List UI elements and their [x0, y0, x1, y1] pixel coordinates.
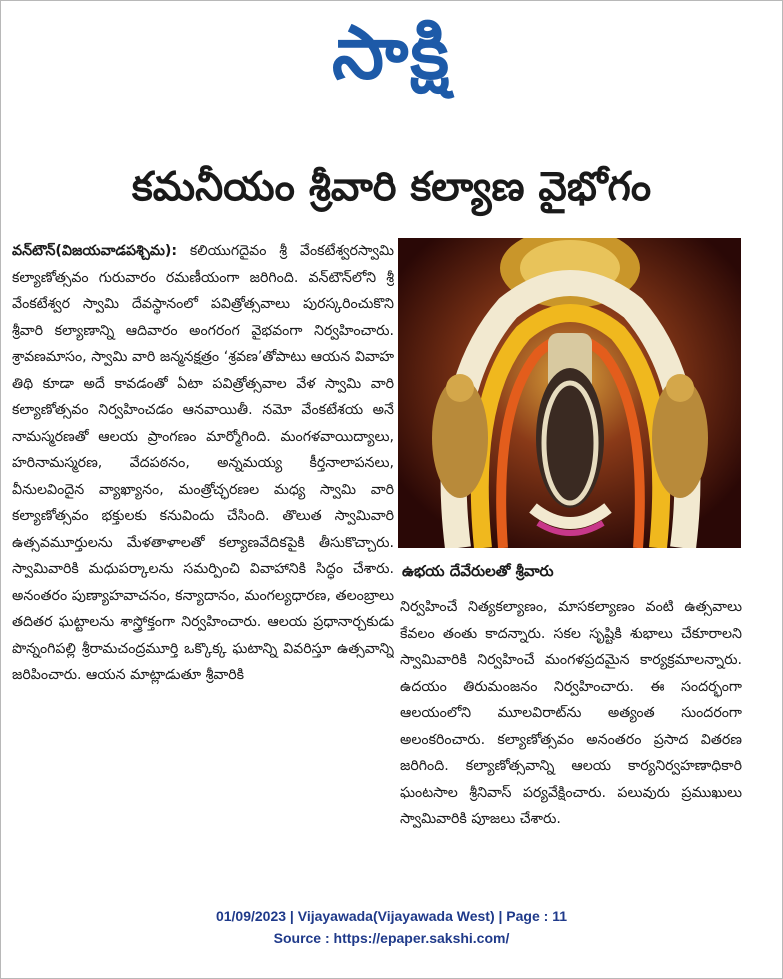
article-dateline: వన్‌టౌన్‌(విజయవాడపశ్చిమ): [12, 243, 178, 259]
article-body-right-column: నిర్వహించే నిత్యకల్యాణం, మాసకల్యాణం వంటి ఉత్సవాలు కేవలం తంతు కాదన్నారు. సకల సృష్టికి శుభాలు చేకూరాలని స్వామివారికి నిర్వహించే మంగళప్రదమైన కార్యక్రమాలన్నారు. ఉదయం తిరుమంజనం నిర్వహించారు. ఈ సందర్భంగా ఆలయంలోని మూలవిరాట్‌ను అత్యంత సుందరంగా అలంకరించారు. కల్యాణోత్సవం అనంతరం ప్రసాద వితరణ జరిగింది. కల్యాణోత్సవాన్ని ఆలయ కార్యనిర్వహణాధికారి ఘంటసాల శ్రీనివాస్‌ పర్యవేక్షించారు. పలువురు ప్రముఖులు స్వామివారికి పూజలు చేశారు. [400, 599, 742, 827]
edition-info: 01/09/2023 | Vijayawada(Vijayawada West) | Page : 11 [215, 908, 568, 924]
deity-photo-illustration [398, 238, 741, 548]
article-body-left-text: కలియుగదైవం శ్రీ వేంకటేశ్వరస్వామి కల్యాణోత్సవం గురువారం రమణీయంగా జరిగింది. వన్‌టౌన్‌లోని శ్రీ వేంకటేశ్వర స్వామి దేవస్థానంలో పవిత్రోత్సవాలు పురస్కరించుకొని శ్రీవారి కల్యాణాన్ని ఆదివారం అంగరంగ వైభవంగా నిర్వహించారు. శ్రావణమాసం, స్వామి వారి జన్మనక్షత్రం ‘శ్రవణ’తోపాటు ఆయన వివాహ తిథి కూడా అదే కావడంతో ఏటా పవిత్రోత్సవాల వేళ స్వామి వారి కల్యాణోత్సవం నిర్వహించడం ఆనవాయితీ. నమో వేంకటేశయ అనే నామస్మరణతో ఆలయ ప్రాంగణం మార్మోగింది. మంగళవాయిద్యాలు, హరినామస్మరణ, వేదపఠనం, అన్నమయ్య కీర్తనాలాపనలు, వీనులవిందైన వ్యాఖ్యానం, మంత్రోచ్ఛరణల మధ్య స్వామి వారి కల్యాణోత్సవం భక్తులకు కనువిందు చేసింది. తొలుత స్వామివారి ఉత్సవమూర్తులను మేళతాళాలతో కల్యాణవేదికపైకి తీసుకొచ్చారు. స్వామివారికి మధుపర్కాలను సమర్పించి వివాహానికి సిద్ధం చేశారు. అనంతరం పుణ్యాహవాచనం, కన్యాదానం, మంగల్యధారణ, తలంబ్రాలు తదితర ఘట్టాలను శాస్త్రోక్తంగా నిర్వహించారు. ఆలయ ప్రధానార్చకుడు పొన్నంగిపల్లి శ్రీరామచంద్రమూర్తి ఒక్కొక్క ఘటాన్ని వివరిస్తూ ఉత్సవాన్ని జరిపించారు. ఆయన మాట్లాడుతూ శ్రీవారికి [12, 243, 394, 683]
photo-caption: ఉభయ దేవేరులతో శ్రీవారు [402, 562, 554, 580]
deity-photo [398, 238, 741, 548]
newspaper-logo: సాక్షి [332, 10, 451, 96]
article-body-left-column [12, 238, 394, 868]
left-consort-crown [446, 374, 474, 402]
article-headline: కమనీయం శ్రీవారి కల్యాణ వైభోగం [131, 164, 652, 210]
right-consort-crown [666, 374, 694, 402]
source-link[interactable]: Source : https://epaper.sakshi.com/ [273, 930, 510, 946]
page-footer [0, 905, 783, 949]
